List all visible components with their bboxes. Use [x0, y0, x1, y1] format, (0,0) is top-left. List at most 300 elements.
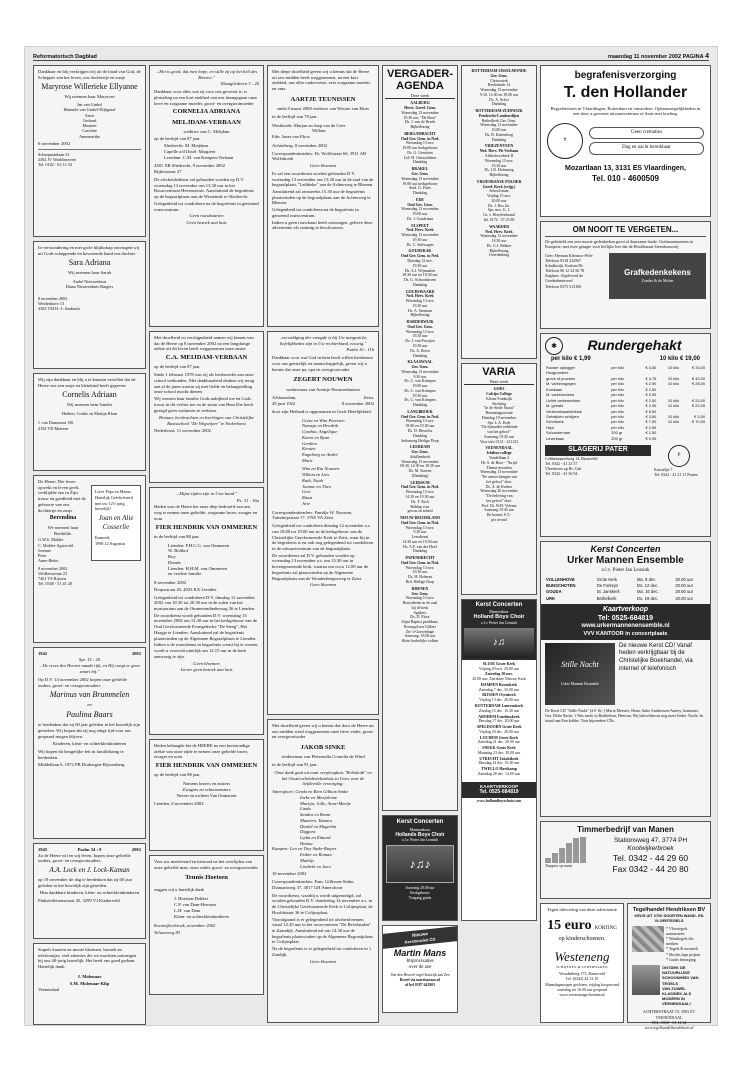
family-list: [272, 789, 374, 869]
ad-title: Rundergehakt: [587, 337, 682, 354]
service-line: Bethelkerk Ger. Gem.: [481, 118, 517, 123]
family-line: Martijn, Jolle, Anne-Marije: [300, 800, 351, 806]
notice-date: 8 november 2002: [154, 580, 187, 586]
service-line: Woensdag 20 november: [480, 489, 518, 494]
service-line: Ds. D. Hesselse: [407, 429, 433, 434]
concert-place: LOCHEM Grote Kerk: [480, 735, 518, 740]
service-line: bij de kerk: [411, 605, 429, 610]
service-line: Woensdag 13 nov.: [484, 158, 514, 163]
ad-line: Telefoon 06 12 34 56 78: [545, 268, 585, 274]
price-cell: € 7,50: [645, 419, 657, 425]
family-list: [174, 896, 259, 919]
service-line: Woensdag 13 november: [480, 88, 518, 93]
child-name: Berendina: [49, 515, 77, 522]
birth-notice-berendina: [33, 475, 146, 643]
logo-text: Grafkedenkekens: [624, 268, 691, 277]
notice-text: De rouwdienst wordt gehouden D.V. woensdag 13 november 2002 om 13.30 uur in het kerkgebouw van de Oud Gereformeerde Evangelische "De Steeg", Het Haagje te Lienden. Aansluitend zal de begrafenis plaatsvinden op de Algemene Begraafplaats te Lienden.: [154, 612, 258, 641]
tile-image: [632, 926, 664, 952]
notice-text: Indien u de rouwdienst in begrafenis wenst bij te wonen, wordt u verzocht uiterlijk om 12.15 uur in de kerk aanwezig te zijn.: [154, 642, 259, 659]
concert-list: [462, 660, 536, 780]
price-cell: € 3,95: [645, 392, 657, 398]
ad-text: Begrafenissen in Vlaardingen, Rotterdam en omstreken. Opbaarmogelijkheden in een door u gewenst uitvaartcentrum of thuis met koeling.: [550, 105, 701, 117]
service-line: Reykekade 14: [487, 83, 511, 88]
service-church: Oud Ger. Gem. in Ned.: [400, 520, 440, 525]
service-entry: [385, 410, 455, 443]
service-line: 19.30 uur: [412, 570, 428, 575]
family-line: Westbroek: Marjan en Jaap van de Geer: [272, 122, 346, 128]
family-list: [38, 537, 88, 563]
price-cell: € 3,50: [694, 414, 705, 420]
widow-line: weduwe van C. Meljdam: [183, 128, 230, 134]
death-notice-meijdam: [149, 65, 264, 327]
price-cell: € 2,50: [645, 397, 657, 403]
service-line: 20.00 uur: [491, 198, 507, 203]
service-line: Ds. J. van Prooijen: [405, 339, 435, 344]
family-line: Dennis: [168, 559, 182, 565]
family-line: Maarten: [82, 123, 97, 129]
service-line: Woensdag 13 november: [401, 110, 439, 115]
address-line: J. van Damstraat 136: [38, 420, 74, 426]
service-line: 19.30 uur: [412, 237, 428, 242]
deceased-name: CORNELIA ADRIANA: [172, 108, 241, 116]
service-entry: [464, 144, 534, 177]
family-line: Linda: [300, 806, 311, 812]
service-line: Dinsdag 12 nov.: [407, 258, 433, 263]
page-number: 4: [705, 53, 709, 60]
notice-close: Liever geen bezoek aan huis: [180, 667, 233, 673]
deceased-name: AARTJE TEUNISSEN: [290, 95, 356, 103]
ad-banner: [383, 926, 457, 948]
family-line: Marit: [302, 457, 313, 463]
concert-cell: 20.00 uur: [675, 576, 694, 582]
ad-website[interactable]: www.westenengschoenen.nl: [559, 991, 605, 997]
service-line: Biddag voor: [410, 504, 430, 509]
concert-place: SNEEK Grote Kerk: [482, 746, 516, 751]
concert-table: [545, 576, 706, 602]
service-place: NIEUW-BEIJERLAND: [400, 516, 440, 521]
notice-address: 4381 XR Sliedrecht, 9 november 2002: [154, 162, 225, 168]
family-line: W. Bolthof: [168, 548, 189, 554]
service-place: KLAASWAAL: [407, 360, 433, 365]
notice-intro: De Heere, Die leven opwekt en leven geeft, verblijdde ons in Zijn trouw en goedheid met de geboorte van ons dochtertje en zusje: [38, 479, 86, 513]
family-line: Gerhard: [82, 117, 97, 123]
concert-place: ROTTERDAM Laurenskerk: [474, 703, 524, 708]
price-cell: grove of procees: [546, 375, 575, 381]
service-line: Stichting: [491, 401, 507, 406]
price-cell: Gebakken schijven: [546, 414, 579, 420]
notice-text: Indien u geen rouwkaart heeft ontvangen, gelieve deze advertentie als zodanig te beschouwen.: [272, 219, 373, 231]
ad-website[interactable]: www.tegelhandelhendriksen.nl: [644, 1025, 694, 1030]
service-entry: [385, 587, 455, 644]
notice-sub: Wij noemen haar Maryrose: [64, 94, 115, 100]
family-line: C.P. van Dam-Hoetsen: [174, 902, 216, 908]
service-entry: [385, 224, 455, 248]
children-line: Hun dankbare kinderen, klein- en achterkleinkinderen: [39, 890, 140, 896]
notice-layout: [38, 479, 141, 587]
concert-place: SLUSE Grote Kerk: [482, 661, 516, 666]
ticket-title: Kaartverkoop: [602, 605, 649, 613]
ad-phone: Tel. 0342 - 44 29 60: [612, 853, 689, 864]
death-notice-school: [149, 331, 264, 483]
promo-line: ONTDEK DE NATUURLIJKE: [662, 964, 690, 976]
family-line: en verdere familie: [168, 571, 202, 577]
service-line: Stud. G. Pater: [409, 186, 431, 191]
death: [342, 395, 374, 406]
service-entry: [464, 109, 534, 142]
service-line: 19.30 uur: [412, 334, 428, 339]
price-cell: € 23,00: [692, 397, 705, 403]
family-line: Hanneke van Ginkel-Dijkgraaf: [63, 107, 116, 113]
price-cell: [657, 437, 680, 442]
brand-sub: SCHOENEN & LEDERWAREN: [556, 964, 608, 969]
agenda-title: AGENDA: [396, 80, 444, 92]
service-line: Ds. H. Hofman: [408, 575, 432, 580]
service-line: Vrijdag 15 nov.: [486, 194, 512, 199]
notice-text: [38, 479, 88, 587]
notice-text: Na de begrafenis is er gelegenheid tot condoleren in 't Zandijk.: [272, 946, 371, 957]
concert-entry: [464, 704, 534, 714]
service-line: Woensdag 13 nov.: [405, 329, 435, 334]
ad-image: [545, 837, 591, 875]
service-line: Ds. A.J. Wijnmalen: [404, 268, 436, 273]
price-cell: Leverkaas: [546, 435, 564, 441]
family-line: Annemarthe: [79, 133, 100, 139]
service-place: ROTTERDAM-ZUIDWIJK: [475, 109, 523, 114]
notice-text: Met droefheid geven wij u kennis dat door de Heere uit ons midden werd weggenomen onze lieve vader, groot- en overgrootvader: [272, 723, 374, 740]
service-line: 19.30 uur: [491, 163, 507, 168]
concert-place: TWELLO Hartkamp: [481, 767, 517, 772]
concert-entry: [464, 767, 534, 777]
choir-lead: o.l.v. Pieter Jan Leusink: [401, 837, 439, 842]
notice-address: Veluweweg 83: [154, 930, 181, 936]
price-row: [545, 437, 706, 442]
notice-text: Heden was de Heere het onze diep bedroefd van ons weg te nemen onze geliefde, zorgzame broer, zwager en oom: [154, 504, 258, 521]
deceased-name: Teunis Hoetsen: [185, 874, 228, 882]
notice-close: Geen bezoek aan huis: [186, 220, 227, 226]
family-line: Leerdam: C.M. van Kempen-Verbaan: [164, 154, 234, 160]
service-place: ELSPEET: [411, 223, 429, 228]
service-place: PAPENDRECHT: [405, 556, 435, 561]
notice-date: Lienden, 8 november 2002: [154, 801, 204, 807]
price-cell: 10 kilo: [667, 364, 680, 370]
ad-address: Stationsweg 47, 3774 PH: [613, 837, 688, 844]
service-place: RHENEN: [411, 586, 429, 591]
concert-entry: [464, 683, 534, 693]
butcher-logo-icon: ✱: [545, 337, 563, 355]
service-line: Ds. J. Bos Zn.: [487, 203, 511, 208]
family-line: Cynthia, Angelique: [302, 429, 338, 435]
concert-entry: [464, 672, 534, 682]
service-church: Ned. Herv. Kerk: [406, 294, 434, 299]
price-cell: Verkenshaasbiefstuk: [546, 408, 582, 414]
address-line: 8 november 2002: [38, 565, 68, 571]
concert-entry: [464, 715, 534, 725]
service-line: Ds. A.F. van der Hoef: [403, 544, 437, 549]
family-line: J. Hoetsen-Dekker: [174, 896, 209, 902]
discount-amount: 15 euro: [547, 917, 592, 933]
service-line: Dankdag: [412, 403, 428, 408]
price-cell: M. gehakt: [546, 403, 564, 409]
ad-tegelhandel-hendriksen: [627, 903, 711, 1030]
notice-address: Rijkesstraat 27: [154, 169, 182, 175]
service-line: De kosten: € 5,-: [486, 513, 512, 518]
service-place: ROTTERDAM-IJSSELMONDE: [471, 69, 527, 73]
ad-locations: [545, 253, 605, 299]
ad-address: ACHTERSTRAAT 19, 3903 ZV VEENENDAAL: [642, 1009, 696, 1020]
service-line: 19.30 uur: [412, 263, 428, 268]
address-line: Tel. 0548 - 51 41 28: [38, 581, 72, 587]
cd-text: De nieuwe Kerst CD! Vanaf heden verkrijgbaar bij de Christelijke Boekhandel, via internet of telefonisch: [619, 642, 693, 673]
price-cell: M. varkensgegen: [546, 381, 576, 387]
family-line: Lisebeth en Jaco: [300, 863, 331, 869]
service-church: Oud Ger. Gem. in Ned.: [400, 485, 440, 490]
notice-text: Zo de Heere wil en wij leven, hopen onze geliefde ouders, groot- en overgrootouders: [38, 852, 131, 864]
price-cell: € 70,00: [692, 419, 705, 425]
ad-text: De gebeiteld een zeer mooie gedenkteken groot af duurzame harde. Grafmonumenten in Europese, met twee graagte voor lieflijke leer dat de Hoofdstraat Steenhouwerij: [545, 239, 693, 250]
cd-title: over de zee: [408, 965, 432, 971]
price-cell: € 3,50: [645, 414, 657, 420]
widow-line: weduwnaar van Arentje Nieuwenhuizen: [286, 386, 360, 392]
ad-head: Tegen inlevering van deze advertentie: [547, 907, 617, 912]
service-line: Aanvang 19.45 uur: [484, 434, 514, 439]
price-cell: 10 kilo: [667, 375, 680, 381]
service-church: Ger. Gem.: [411, 450, 429, 455]
notice-sub: Wij noemen hem Sander: [66, 402, 113, 408]
cd-cover: [545, 643, 615, 705]
address-line: 3363 VM H.-I.-Ambacht: [38, 306, 80, 312]
family-line: Anne-Rieke: [38, 558, 59, 564]
notice-text: op 19 november de dag te herdenken dat zij 60 jaar geleden in het huwelijk zijn getreden.: [38, 876, 133, 888]
notice-address: [38, 566, 88, 587]
price-cell: Koolkaas: [546, 386, 563, 392]
price-cell: € 1,50: [645, 430, 657, 436]
service-line: Ds. G. Gerritsen: [407, 150, 433, 155]
ad-terms: Maandagmorgen gesloten, vrijdag koopavond zaterdag tot 16.00 uur geopend: [545, 981, 619, 992]
shop-line: Tel. 0342 - 41 21 11 Putten: [654, 472, 698, 478]
price-cell: M. varkensvlees: [546, 392, 575, 398]
page-label: PAGINA: [682, 54, 704, 60]
age-line: in de leeftijd van 78 jaar.: [272, 113, 318, 119]
correspondence-address: Correspondentieadres: Familie W. Nouwen, Tuindorpstraat 17, 3765 VA Zeist: [272, 509, 353, 521]
service-line: Dankdag: [412, 160, 428, 165]
price-cell: € 0,95: [645, 435, 657, 441]
ad-website[interactable]: www.hollandboyschoir.com: [476, 798, 522, 803]
service-church: Herst. Geref. Gem.: [404, 106, 436, 111]
family-list: [168, 543, 259, 577]
logo-sub: Zonder & de Molen: [641, 278, 674, 283]
age-line: in de leeftijd van 88 jaar.: [154, 533, 200, 539]
verse: ...Het is goed, dat men hope, en stille zij op het heil des Heeren.": [155, 69, 258, 80]
verse: ...vervuldging der vreugde is bij Uw aangezicht; liefelijkheden zijn in Uw rechterhand, eeuwig.": [278, 335, 368, 346]
varia-title: VARIA: [482, 366, 516, 378]
concert-place: Zaterdag 30 nov.: [485, 672, 513, 677]
service-line: Sedanweg Heilige Drop: [401, 438, 439, 443]
concert-date: Maandag 23 dec. 20.00 uur: [477, 750, 521, 755]
service-line: Spr. mw. G. J.: [488, 208, 510, 213]
ad-timmerbedrijf-van-manen: [540, 821, 711, 899]
family-line: Jan van Ginkel: [76, 102, 103, 108]
promo-text: [662, 965, 706, 1007]
service-church: Ned. Herv. Pit Verbaan: [479, 149, 519, 154]
bullet: * Tegels & mozaiek: [666, 946, 698, 952]
service-line: Dankdag: [412, 282, 428, 287]
ad-city: Kootwijkerbroek: [627, 845, 674, 853]
service-place: BRAKEL: [411, 167, 429, 172]
concert-cell: 20.00 uur: [675, 583, 694, 589]
ad-header: [541, 542, 710, 604]
price-cell: 10 kilo: [667, 397, 680, 403]
service-entry: [385, 290, 455, 319]
service-line: Inl. 0172 - 57 25 80: [483, 217, 515, 222]
ad-line: Kerkgebouw: [410, 891, 430, 896]
family-list: [164, 143, 259, 160]
family-line: Caroline: [82, 128, 97, 134]
thank-you-hoetsen: [149, 855, 264, 995]
ad-line: Telefoon 0318 234567: [545, 257, 582, 263]
varia-agenda: [461, 363, 537, 595]
concert-cell: De Fonteyn: [596, 583, 619, 589]
notice-text: te herdenken dat zij 60 jaar geleden in het huwelijk zijn getreden. Wij hopen dat zij nog enige tijd voor ons gespaard mogen blijven.: [38, 722, 141, 739]
service-line: Woensdag 13 november: [401, 176, 439, 181]
artist-name: Martin Mans: [393, 947, 447, 958]
ad-body: [632, 926, 706, 962]
service-line: 19.00 uur: [412, 212, 428, 217]
service-place: BERGAMBACHT: [404, 131, 436, 136]
service-line: Ds. J. van de Breek: [404, 120, 436, 125]
service-church: Oud Ger. Gem. in Ned.: [400, 136, 440, 141]
card-line: Kamerik: [95, 534, 110, 540]
price-cell: € 4,75: [645, 375, 657, 381]
concert-place: APELDOORN Grote Kerk: [476, 725, 522, 730]
family-line: Sandra en Bram: [300, 812, 331, 818]
ad-website[interactable]: www.urkermannenensemble.nl: [581, 623, 670, 630]
family-line: Karen en Ryan: [302, 434, 330, 440]
meeting-agenda: [382, 65, 458, 811]
price-cell: per kilo: [611, 375, 624, 381]
person-name: Paulina Baars: [66, 710, 113, 720]
family-line: Willem en Lies: [302, 472, 330, 478]
family-line: Peter: [38, 553, 47, 559]
family-line: Zwagers en schoonzusters: [182, 786, 231, 792]
ad-line: Van den Heuvel-orgel Katwijk aan Zee: [390, 973, 450, 978]
verse: ...De vrees des Heeren maakt rijk, en Hij voegt er geen smart bij.": [39, 663, 140, 675]
verse-ref: Klaagliederen 3 : 26: [221, 81, 259, 87]
ad-sub: Mannenkoor: [409, 826, 431, 832]
concert-date: 20.00 uur: Zierikzee Nieuwe Kerk: [472, 677, 526, 682]
age-line: op de leeftijd van 88 jaar.: [154, 772, 201, 778]
ad-title: Kerst Concerten: [475, 602, 523, 608]
family-line: Arien: [84, 112, 95, 118]
ad-rundergehakt: [540, 333, 711, 537]
price-cell: Runder oplegger: [546, 364, 575, 370]
concert-cell: St. Janskerk: [596, 589, 620, 595]
ad-body: [545, 837, 706, 875]
family-line: Hanna: [300, 840, 313, 846]
birth-notice-maryrose: [33, 65, 146, 237]
deceased-name: JAKOB SINKE: [300, 744, 346, 752]
price-cell: Hoogrunders: [546, 370, 569, 376]
shop-line: Tel. 0342 - 41 56 94: [545, 471, 578, 477]
service-entry: [464, 387, 534, 444]
deceased-name: FIER HENDRIK VAN OMMEREN: [155, 523, 258, 531]
agenda-title: VERGADER-: [386, 68, 453, 80]
service-line: 19.30 uur: [412, 303, 428, 308]
concert-cell: Do. 12 dec.: [636, 583, 659, 589]
hearse-logo-icon: ✝: [547, 123, 583, 159]
birth: [272, 395, 296, 406]
service-line: 18.30 uur en 19.30 uur: [402, 273, 438, 278]
ad-body: [545, 253, 706, 299]
correspondence-address: Correspondentieadres: Fam. Gillissen-Sinke, Diamantweg 37, 3817 GH Amersfoort: [272, 879, 355, 890]
ad-phone: Tel. (0342) 44 12 10: [565, 976, 599, 982]
notice-address: Dorpsstraat 20, 4033 KX Lienden: [154, 586, 217, 592]
person-name: Marinus van Brummelen: [49, 690, 130, 700]
service-line: Lid. H. Ghesouldsen: [403, 155, 437, 160]
running-head: [33, 51, 709, 61]
service-place: LEERSUM: [410, 480, 430, 485]
service-line: het geloof" door: [486, 498, 512, 503]
service-church: Oud Ger. Gem.: [407, 202, 433, 207]
cd-title: Stille Nacht: [561, 660, 599, 670]
paper-name: Reformatorisch Dagblad: [33, 54, 97, 60]
price-cell: 10 kilo: [667, 414, 680, 420]
child-name: Sara Adriana: [68, 258, 111, 268]
family-list: [38, 102, 141, 139]
promo-line: MODERN IN VEENENDAAL!: [662, 996, 691, 1007]
widow-line: sinds 8 maart 2000 weduwe van Wouter van Ekris: [276, 106, 370, 112]
ad-tagline: Trappen op maat: [545, 863, 573, 868]
service-line: Dankdag: [412, 191, 428, 196]
notice-address: [38, 420, 141, 431]
service-line: Rouwdienst in de zaal: [402, 601, 438, 606]
service-line: Dankdag: [412, 549, 428, 554]
stairs-icon: [545, 837, 591, 863]
funeral-info: De rouwdienst, waarbij u wordt uitgenodigd, zal worden gehouden D.V. donderdag 14 november a.s. in de Christelijke Gereformeerde Kerk te Colijnsplaat, de Hoofdstraat 36 te Colijnsplaat.: [272, 892, 373, 915]
service-entry: [385, 167, 455, 196]
service-line: Ds. C. van Krimpen: [404, 388, 436, 393]
concert-cell: Grote Kerk: [596, 576, 617, 582]
concert-entry: [464, 757, 534, 767]
service-line: 19.30 uur, "De Bron": [403, 115, 437, 120]
concert-cell: VOLLENHOVE: [546, 576, 575, 582]
ad-phone: Tel. 010 - 4600509: [591, 173, 659, 183]
concert-entry: [464, 725, 534, 735]
service-line: 19.30 uur: [412, 393, 428, 398]
service-line: Leesdienst: [411, 535, 429, 540]
notice-text: Dankbaar voor alles wat zij voor ons geweest is, is plotseling na een kort ziekbed van ons heengegaan onze lieve en zorgzame moeder, groot- en overgrootmoeder: [154, 89, 258, 106]
brand-logo: Westeneng: [554, 948, 610, 964]
family-line: Sliedrecht: M. Meijdam: [164, 143, 209, 149]
service-church: Ger. Gem.: [411, 365, 429, 370]
service-church: Pendrecht-Lombardijen: [478, 113, 520, 118]
service-line: Woensdag 13 november: [480, 123, 518, 128]
notice-address: Middellaan 6, 1872 PB Drubergen-Rijssenberg: [38, 761, 125, 767]
promo-line: VAN ZOWEL KLASSIEK ALS: [662, 985, 692, 996]
choir-lead: o.l.v. Pieter Jan Leusink: [480, 621, 518, 626]
family-line: Lienden: F.H.C.G. van Ommeren: [168, 542, 230, 548]
service-line: 14.30 en 19.30 uur: [405, 494, 435, 499]
service-line: van het geloof": [487, 430, 511, 435]
anniversary-van-brummelen: [33, 647, 146, 839]
year-start: 1945: [38, 847, 48, 852]
cd-label: Urker Mannen Ensemble: [560, 682, 600, 687]
ad-sub: Mannenkoor: [489, 609, 509, 614]
service-line: Dankdag: [491, 137, 507, 142]
service-line: Aanvang: 18.00 uur: [404, 634, 436, 639]
service-line: Ds. G. Schoonhoven: [403, 278, 437, 283]
service-place: LEERDAM: [410, 445, 430, 450]
service-line: Woensdag 13 nov.: [405, 596, 435, 601]
